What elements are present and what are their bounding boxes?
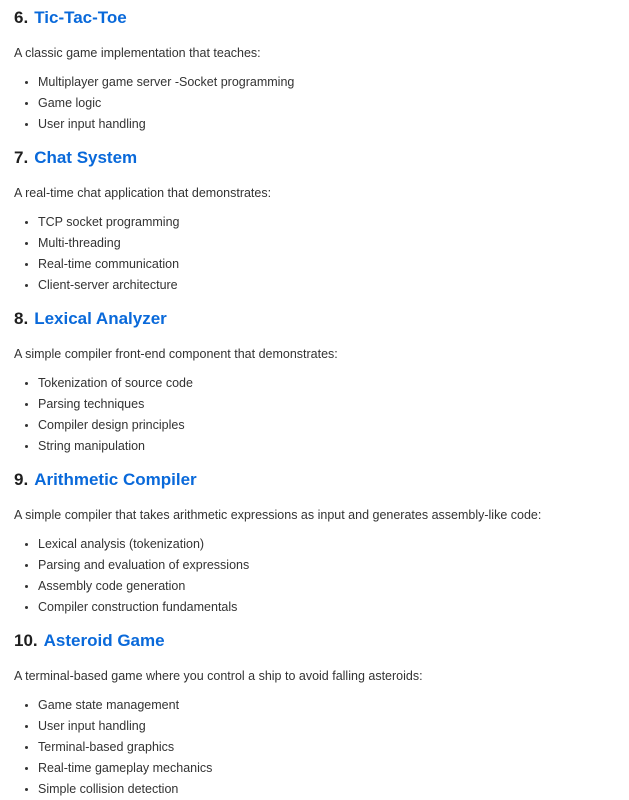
list-item: • Parsing and evaluation of expressions <box>38 555 615 576</box>
section-tic-tac-toe <box>14 7 615 135</box>
list-item: • TCP socket programming <box>38 212 615 233</box>
list-item: • Tokenization of source code <box>38 373 615 394</box>
section-intro: A terminal-based game where you control a ship to avoid falling asteroids: <box>14 669 423 684</box>
section-number: 6. <box>14 8 29 27</box>
list-item: • User input handling <box>38 716 615 737</box>
list-item: • Parsing techniques <box>38 394 615 415</box>
section-lexical-analyzer <box>14 308 615 457</box>
section-heading <box>14 7 615 29</box>
list-item: • Client-server architecture <box>38 275 615 296</box>
list-item: • Multiplayer game server -Socket programming <box>38 72 615 93</box>
section-intro: A simple compiler front-end component that demonstrates: <box>14 347 338 362</box>
list-item: • Game logic <box>38 93 615 114</box>
section-heading <box>14 147 615 169</box>
feature-list <box>14 695 615 800</box>
list-item: • Game state management <box>38 695 615 716</box>
readme-document <box>14 7 615 800</box>
section-number: 10. <box>14 631 38 651</box>
section-number: 8. <box>14 309 29 329</box>
list-item: • Simple collision detection <box>38 779 615 800</box>
section-asteroid-game <box>14 630 615 800</box>
feature-list <box>14 72 615 135</box>
section-title-link[interactable]: Arithmetic Compiler <box>34 470 197 490</box>
section-heading <box>14 469 615 491</box>
section-intro: A real-time chat application that demonstrates: <box>14 186 272 201</box>
section-number: 7. <box>14 148 29 168</box>
list-item: • String manipulation <box>38 436 615 457</box>
section-heading <box>14 308 615 330</box>
section-title-link[interactable]: Lexical Analyzer <box>34 309 167 329</box>
list-item: • Real-time communication <box>38 254 615 275</box>
section-title-link[interactable]: Tic-Tac-Toe <box>34 8 127 27</box>
list-item: • Lexical analysis (tokenization) <box>38 534 615 555</box>
list-item: • Compiler construction fundamentals <box>38 597 615 618</box>
list-item: • Assembly code generation <box>38 576 615 597</box>
section-chat-system <box>14 147 615 296</box>
section-intro: A classic game implementation that teaches: <box>14 46 261 61</box>
list-item: • Terminal-based graphics <box>38 737 615 758</box>
section-intro: A simple compiler that takes arithmetic expressions as input and generates assembly-like code: <box>14 508 542 523</box>
section-title-link[interactable]: Chat System <box>34 148 138 168</box>
list-item: • User input handling <box>38 114 615 135</box>
section-title-link[interactable]: Asteroid Game <box>43 631 165 651</box>
feature-list <box>14 534 615 618</box>
section-arithmetic-compiler <box>14 469 615 618</box>
list-item: • Multi-threading <box>38 233 615 254</box>
feature-list <box>14 373 615 457</box>
section-number: 9. <box>14 470 29 490</box>
feature-list <box>14 212 615 296</box>
section-heading <box>14 630 615 652</box>
list-item: • Real-time gameplay mechanics <box>38 758 615 779</box>
list-item: • Compiler design principles <box>38 415 615 436</box>
